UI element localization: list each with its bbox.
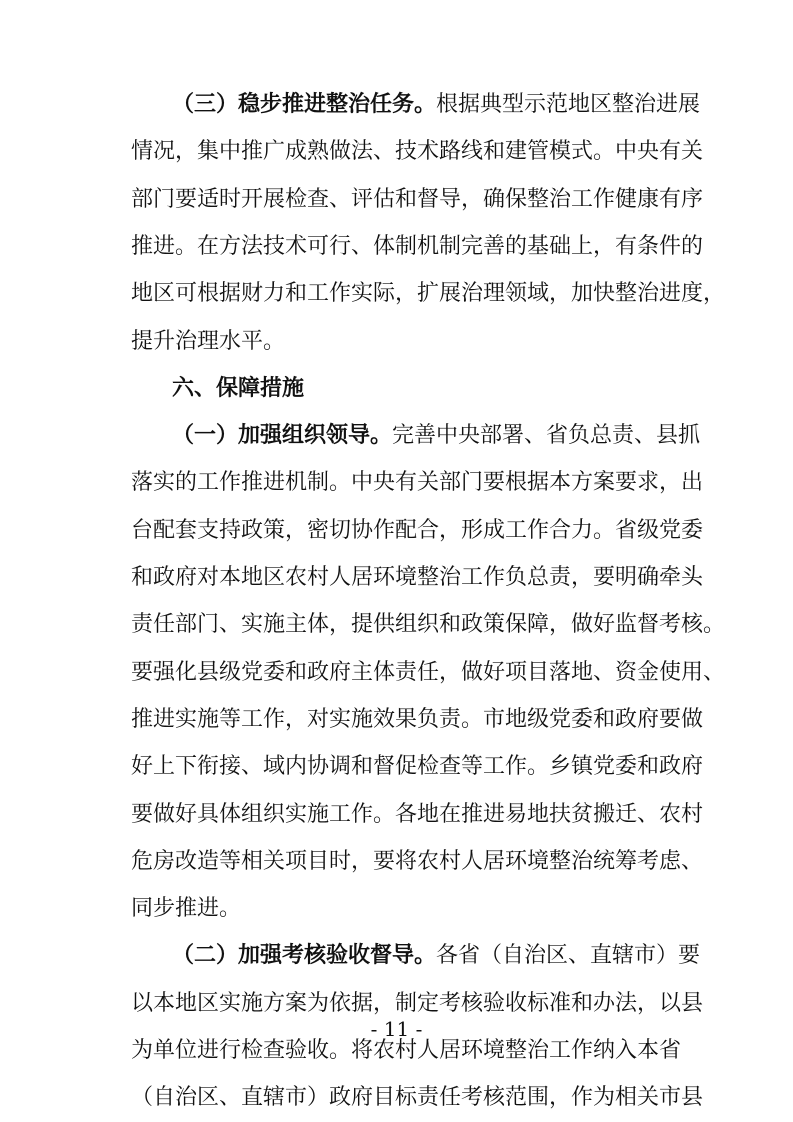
paragraph-text: 各省（自治区、直辖市）要 — [436, 943, 701, 969]
paragraph-line: 危房改造等相关项目时，要将农村人居环境整治统筹考虑、 — [131, 848, 704, 874]
paragraph-line: 推进。在方法技术可行、体制机制完善的基础上，有条件的 — [131, 233, 704, 259]
paragraph-line: 为单位进行检查验收。将农村人居环境整治工作纳入本省 — [131, 1038, 682, 1063]
paragraph-line — [172, 933, 701, 978]
section-heading: 六、保障措施 — [172, 375, 305, 401]
paragraph-line: 好上下衔接、域内协调和督促检查等工作。乡镇党委和政府 — [131, 754, 704, 780]
paragraph-line: 部门要适时开展检查、评估和督导，确保整治工作健康有序 — [131, 186, 704, 212]
paragraph-line — [172, 82, 701, 127]
paragraph-text: 完善中央部署、省负总责、县抓 — [392, 423, 701, 449]
paragraph-line: 落实的工作推进机制。中央有关部门要根据本方案要求，出 — [131, 470, 704, 496]
paragraph-line — [172, 413, 701, 458]
paragraph-lead: （二）加强考核验收督导。 — [172, 943, 437, 969]
paragraph-line: 提升治理水平。 — [131, 328, 286, 354]
paragraph-line: 推进实施等工作，对实施效果负责。市地级党委和政府要做 — [131, 706, 704, 732]
paragraph-line: 和政府对本地区农村人居环境整治工作负总责，要明确牵头 — [131, 565, 704, 590]
paragraph-lead: （一）加强组织领导。 — [172, 423, 393, 449]
paragraph-line: 情况，集中推广成熟做法、技术路线和建管模式。中央有关 — [131, 139, 704, 165]
paragraph-line: 地区可根据财力和工作实际，扩展治理领域，加快整治进度， — [131, 281, 726, 307]
paragraph-line: 同步推进。 — [131, 896, 242, 922]
paragraph-line: 要强化县级党委和政府主体责任，做好项目落地、资金使用、 — [131, 659, 726, 685]
paragraph-line: 责任部门、实施主体，提供组织和政策保障，做好监督考核。 — [131, 612, 726, 638]
paragraph-line: 台配套支持政策，密切协作配合，形成工作合力。省级党委 — [131, 517, 704, 543]
paragraph-text: 根据典型示范地区整治进展 — [436, 92, 701, 117]
page-number: - 11 - — [370, 1017, 423, 1041]
paragraph-line: （自治区、直辖市）政府目标责任考核范围，作为相关市县 — [131, 1085, 704, 1111]
paragraph-line: 以本地区实施方案为依据，制定考核验收标准和办法，以县 — [131, 990, 704, 1016]
paragraph-line: 要做好具体组织实施工作。各地在推进易地扶贫搬迁、农村 — [131, 801, 704, 827]
paragraph-lead: （三）稳步推进整治任务。 — [172, 92, 437, 117]
